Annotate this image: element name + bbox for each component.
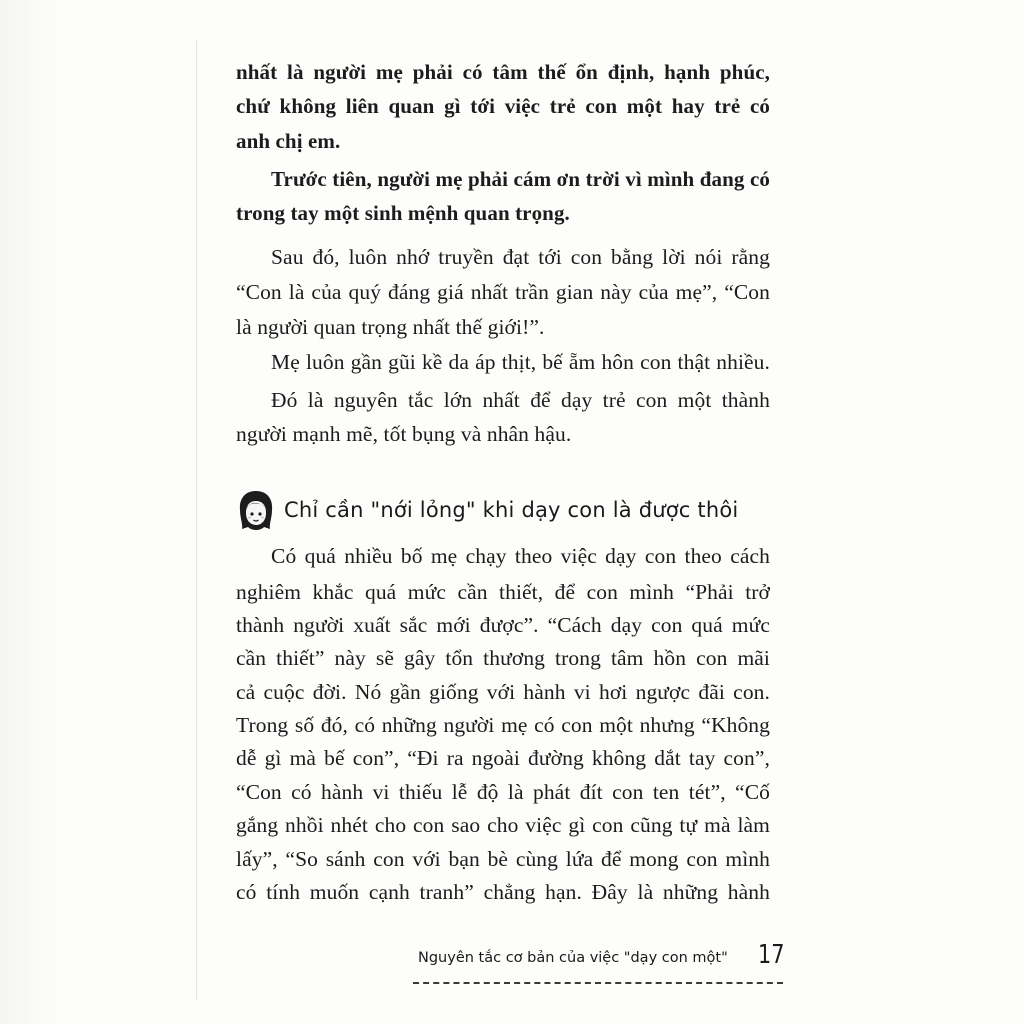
text-line: có tính muốn cạnh tranh” chẳng hạn. Đây là những hành	[236, 880, 770, 904]
text-line: “Con là của quý đáng giá nhất trần gian này của mẹ”, “Con	[236, 280, 770, 304]
girl-face-icon	[236, 488, 276, 532]
footer-dashed-rule	[413, 982, 783, 984]
text-line: chứ không liên quan gì tới việc trẻ con một hay trẻ có	[236, 94, 770, 118]
text-line: nghiêm khắc quá mức cần thiết, để con mình “Phải trở	[236, 580, 770, 604]
text-line: cần thiết” này sẽ gây tổn thương trong tâm hồn con mãi	[236, 646, 770, 670]
text-line: gắng nhồi nhét cho con sao cho việc gì con cũng tự mà làm	[236, 813, 770, 837]
text-line: Sau đó, luôn nhớ truyền đạt tới con bằng lời nói rằng	[271, 245, 770, 269]
text-line: lấy”, “So sánh con với bạn bè cùng lứa để mong con mình	[236, 847, 770, 871]
page-footer	[413, 936, 783, 992]
text-line: nhất là người mẹ phải có tâm thế ổn định, hạnh phúc,	[236, 60, 770, 84]
text-line: cả cuộc đời. Nó gần giống với hành vi hơi ngược đãi con.	[236, 680, 770, 704]
text-line: Trước tiên, người mẹ phải cám ơn trời vì mình đang có	[271, 167, 770, 191]
text-line: người mạnh mẽ, tốt bụng và nhân hậu.	[236, 422, 572, 446]
section-heading	[236, 486, 738, 534]
running-title: Nguyên tắc cơ bản của việc "dạy con một"	[418, 950, 728, 966]
page-number: 17	[758, 940, 785, 970]
text-line: dễ gì mà bế con”, “Đi ra ngoài đường không dắt tay con”,	[236, 746, 770, 770]
text-line: “Con có hành vi thiếu lễ độ là phát đít con ten tét”, “Cố	[236, 780, 770, 804]
text-line: thành người xuất sắc mới được”. “Cách dạy con quá mức	[236, 613, 770, 637]
text-line: Trong số đó, có những người mẹ có con một nhưng “Không	[236, 713, 770, 737]
text-line: anh chị em.	[236, 129, 341, 153]
text-line: Có quá nhiều bố mẹ chạy theo việc dạy con theo cách	[271, 544, 770, 568]
text-line: là người quan trọng nhất thế giới!”.	[236, 315, 545, 339]
text-line: Đó là nguyên tắc lớn nhất để dạy trẻ con một thành	[271, 388, 770, 412]
section-heading-text: Chỉ cần "nới lỏng" khi dạy con là được thôi	[284, 498, 739, 522]
text-line: trong tay một sinh mệnh quan trọng.	[236, 201, 570, 225]
text-line: Mẹ luôn gần gũi kề da áp thịt, bế ẵm hôn con thật nhiều.	[271, 350, 770, 374]
page-gutter	[196, 40, 197, 1000]
